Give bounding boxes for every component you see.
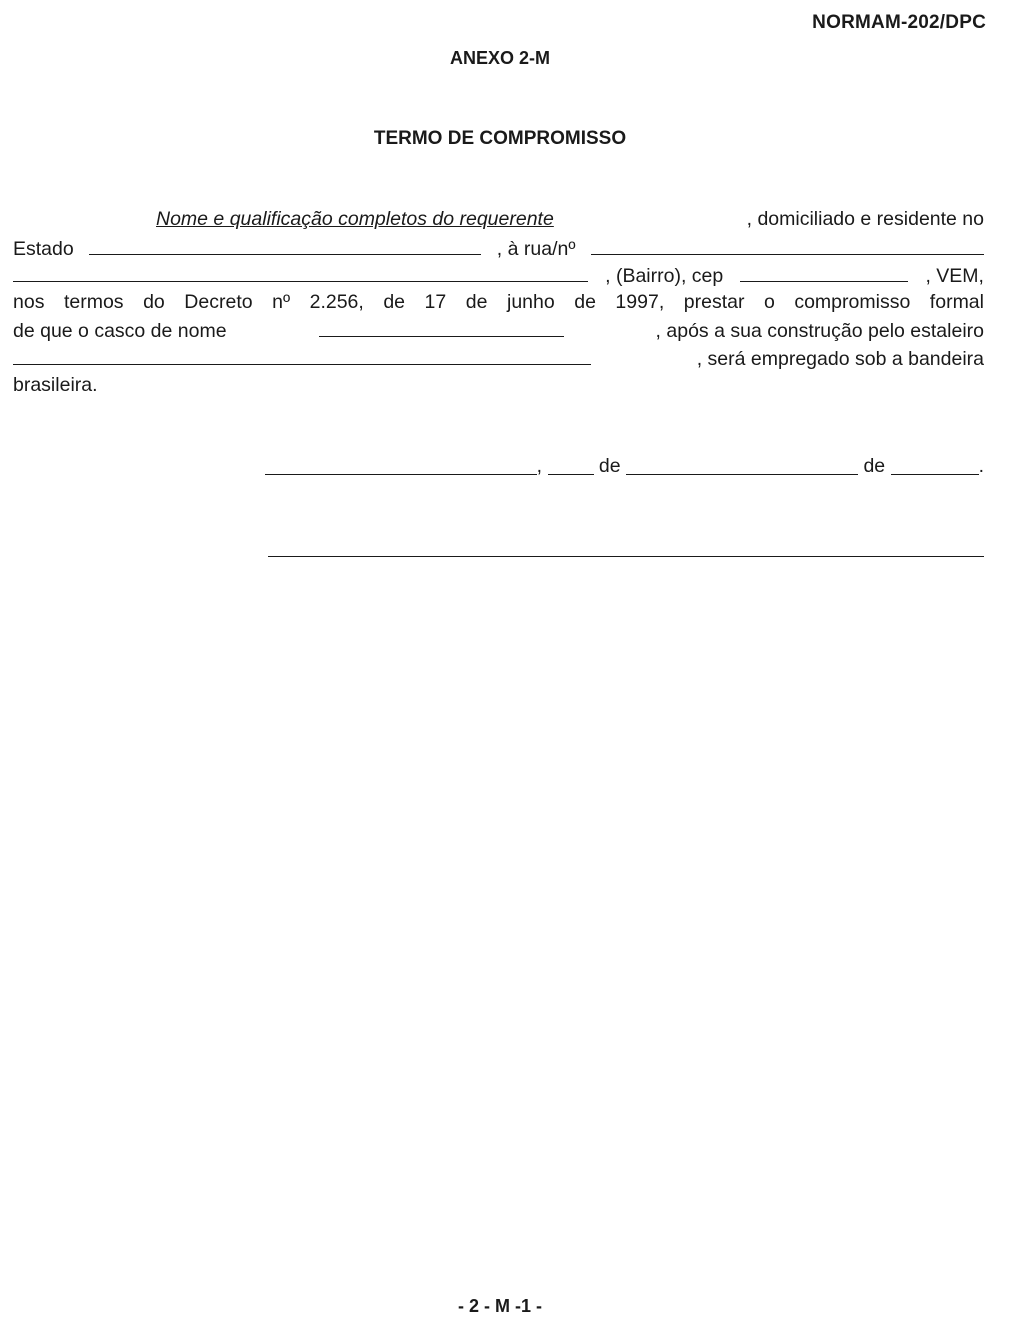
cep-blank[interactable] [740,261,908,282]
applicant-name-field[interactable]: Nome e qualificação completos do requerente [156,208,554,230]
decree-text: nos termos do Decreto nº 2.256, de 17 de junho de 1997, prestar o compromisso formal [13,290,984,313]
neighborhood-label: , (Bairro), cep [605,265,724,288]
date-comma: , [536,455,548,477]
street-label: , à rua/nº [496,237,576,260]
date-line [265,454,984,478]
commitment-body [13,206,984,399]
body-line-6 [13,344,984,372]
page-number: - 2 - M -1 - [458,1296,542,1316]
city-blank[interactable] [265,454,537,475]
document-code: NORMAM-202/DPC [812,12,986,33]
body-line-1 [13,206,984,234]
closing-text: brasileira. [13,373,98,396]
body-line-4 [13,289,984,317]
year-blank[interactable] [891,454,979,475]
date-de-1: de [593,455,627,477]
hull-name-blank[interactable] [319,316,564,337]
hull-label: de que o casco de nome [13,320,227,343]
body-line-2 [13,234,984,262]
date-de-2: de [858,455,891,477]
date-period: . [978,455,984,477]
flag-text: , será empregado sob a bandeira [696,347,984,370]
after-construction-text: , após a sua construção pelo estaleiro [655,320,984,343]
body-line-5 [13,316,984,344]
vem-label: , VEM, [925,265,984,288]
day-blank[interactable] [548,454,594,475]
address-blank[interactable] [13,261,588,282]
body-line-3 [13,261,984,289]
body-line-7 [13,372,984,400]
residence-text: , domiciliado e residente no [746,208,984,230]
document-title: TERMO DE COMPROMISSO [373,128,627,149]
state-label: Estado [13,237,74,260]
annex-title: ANEXO 2-M [449,48,550,68]
street-blank[interactable] [591,234,984,255]
month-blank[interactable] [626,454,858,475]
shipyard-blank[interactable] [13,344,591,365]
state-blank[interactable] [89,234,481,255]
signature-line[interactable] [268,556,984,557]
